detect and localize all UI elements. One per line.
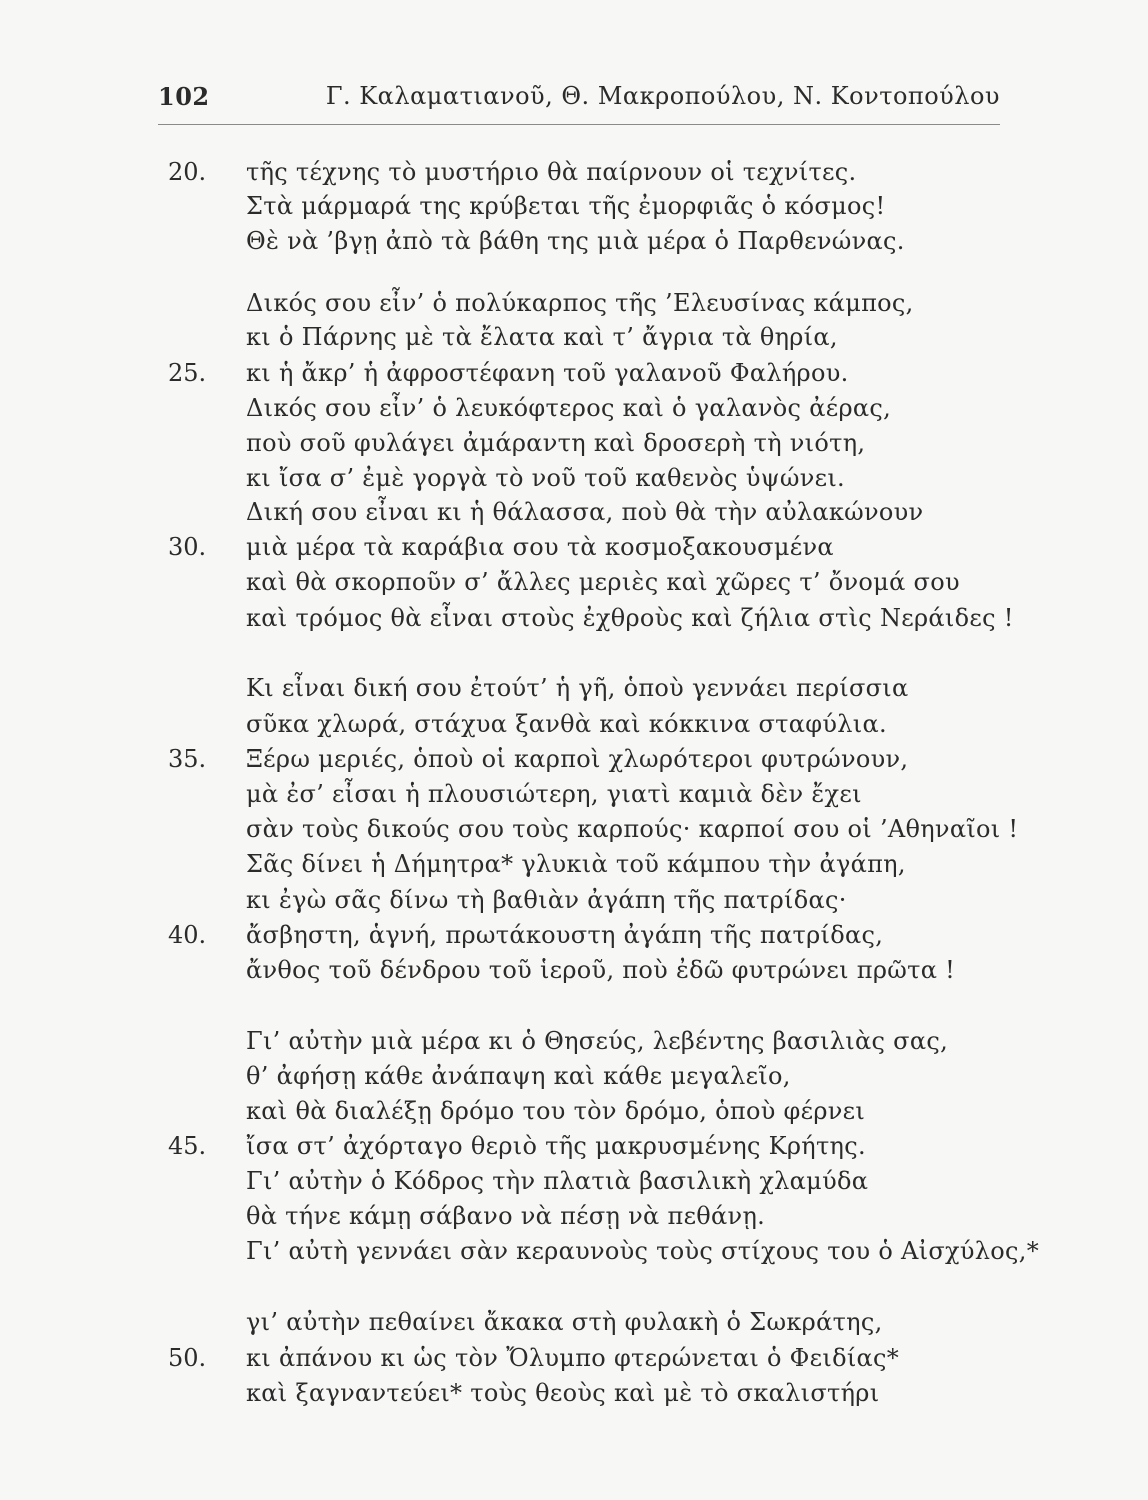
poem-line bbox=[0, 498, 1148, 534]
poem-line bbox=[0, 710, 1148, 746]
line-text: Στὰ μάρμαρά της κρύβεται τῆς ἐμορφιᾶς ὁ κόσμος! bbox=[246, 192, 886, 220]
line-number: 35. bbox=[168, 745, 207, 773]
line-number: 50. bbox=[168, 1344, 207, 1372]
poem-line bbox=[0, 780, 1148, 816]
line-text: καὶ θὰ σκορποῦν σ’ ἄλλες μεριὲς καὶ χῶρες τ’ ὄνομά σου bbox=[246, 568, 960, 596]
line-number: 45. bbox=[168, 1132, 207, 1160]
line-text: ἄσβηστη, ἁγνή, πρωτάκουστη ἀγάπη τῆς πατρίδας, bbox=[246, 921, 884, 949]
poem-line bbox=[0, 227, 1148, 263]
line-text: ἄνθος τοῦ δένδρου τοῦ ἱεροῦ, ποὺ ἐδῶ φυτρώνει πρῶτα ! bbox=[246, 956, 956, 984]
page-number: 102 bbox=[158, 82, 210, 111]
line-text: Ξέρω μεριές, ὁποὺ οἱ καρποὶ χλωρότεροι φυτρώνουν, bbox=[246, 745, 909, 773]
poem-line bbox=[0, 886, 1148, 922]
poem-line bbox=[0, 1062, 1148, 1098]
line-text: Δική σου εἶναι κι ἡ θάλασσα, ποὺ θὰ τὴν αὐλακώνουν bbox=[246, 498, 924, 526]
poem-line bbox=[0, 323, 1148, 359]
poem-line bbox=[0, 604, 1148, 640]
line-text: Γι’ αὐτὴν μιὰ μέρα κι ὁ Θησεύς, λεβέντης βασιλιὰς σας, bbox=[246, 1027, 948, 1055]
line-text: Δικός σου εἶν’ ὁ πολύκαρπος τῆς ’Ελευσίνας κάμπος, bbox=[246, 289, 914, 317]
poem-line bbox=[0, 1202, 1148, 1238]
line-text: γι’ αὐτὴν πεθαίνει ἄκακα στὴ φυλακὴ ὁ Σωκράτης, bbox=[246, 1308, 883, 1336]
line-number: 40. bbox=[168, 921, 207, 949]
line-text: καὶ τρόμος θὰ εἶναι στοὺς ἐχθροὺς καὶ ζήλια στὶς Νεράιδες ! bbox=[246, 604, 1014, 632]
line-text: κι ἐγὼ σᾶς δίνω τὴ βαθιὰν ἀγάπη τῆς πατρίδας· bbox=[246, 886, 847, 914]
line-text: καὶ θὰ διαλέξῃ δρόμο του τὸν δρόμο, ὁποὺ φέρνει bbox=[246, 1097, 866, 1125]
line-text: καὶ ξαγναντεύει* τοὺς θεοὺς καὶ μὲ τὸ σκαλιστήρι bbox=[246, 1379, 880, 1407]
line-number: 25. bbox=[168, 359, 207, 387]
poem-line bbox=[0, 1237, 1148, 1273]
line-text: μὰ ἐσ’ εἶσαι ἡ πλουσιώτερη, γιατὶ καμιὰ δὲν ἔχει bbox=[246, 780, 862, 808]
line-text: κι ἀπάνου κι ὡς τὸν Ὄλυμπο φτερώνεται ὁ Φειδίας* bbox=[246, 1344, 900, 1372]
poem-line bbox=[0, 429, 1148, 465]
poem-line bbox=[0, 1379, 1148, 1415]
line-text: ποὺ σοῦ φυλάγει ἀμάραντη καὶ δροσερὴ τὴ νιότη, bbox=[246, 429, 866, 457]
poem-line bbox=[0, 850, 1148, 886]
poem-line bbox=[0, 533, 1148, 569]
line-text: κι ἡ ἄκρ’ ἡ ἀφροστέφανη τοῦ γαλανοῦ Φαλήρου. bbox=[246, 359, 849, 387]
line-number: 20. bbox=[168, 158, 207, 186]
poem-line bbox=[0, 1167, 1148, 1203]
line-number: 30. bbox=[168, 533, 207, 561]
poem-line bbox=[0, 1097, 1148, 1133]
line-text: ἴσα στ’ ἀχόρταγο θεριὸ τῆς μακρυσμένης Κρήτης. bbox=[246, 1132, 866, 1160]
line-text: Δικός σου εἶν’ ὁ λευκόφτερος καὶ ὁ γαλανὸς ἀέρας, bbox=[246, 394, 892, 422]
line-text: Σᾶς δίνει ἡ Δήμητρα* γλυκιὰ τοῦ κάμπου τὴν ἀγάπη, bbox=[246, 850, 906, 878]
poem-line bbox=[0, 1027, 1148, 1063]
line-text: θὰ τήνε κάμῃ σάβανο νὰ πέσῃ νὰ πεθάνῃ. bbox=[246, 1202, 766, 1230]
poem-line bbox=[0, 192, 1148, 228]
running-head: Γ. Καλαματιανοῦ, Θ. Μακροπούλου, Ν. Κοντοπούλου bbox=[325, 82, 1000, 110]
line-text: σῦκα χλωρά, στάχυα ξανθὰ καὶ κόκκινα σταφύλια. bbox=[246, 710, 887, 738]
line-text: Κι εἶναι δική σου ἐτούτ’ ἡ γῆ, ὁποὺ γεννάει περίσσια bbox=[246, 674, 909, 702]
poem-line bbox=[0, 815, 1148, 851]
poem-line bbox=[0, 956, 1148, 992]
poem-line bbox=[0, 921, 1148, 957]
line-text: Γι’ αὐτὴ γεννάει σὰν κεραυνοὺς τοὺς στίχους του ὁ Αἰσχύλος,* bbox=[246, 1237, 1040, 1265]
poem-line bbox=[0, 568, 1148, 604]
line-text: Γι’ αὐτὴν ὁ Κόδρος τὴν πλατιὰ βασιλικὴ χλαμύδα bbox=[246, 1167, 869, 1195]
line-text: τῆς τέχνης τὸ μυστήριο θὰ παίρνουν οἱ τεχνίτες. bbox=[246, 158, 857, 186]
poem-line bbox=[0, 745, 1148, 781]
poem-line bbox=[0, 464, 1148, 500]
poem-line bbox=[0, 158, 1148, 194]
line-text: σὰν τοὺς δικούς σου τοὺς καρπούς· καρποί σου οἱ ’Αθηναῖοι ! bbox=[246, 815, 1019, 843]
poem-line bbox=[0, 359, 1148, 395]
line-text: θ’ ἀφήσῃ κάθε ἀνάπαψη καὶ κάθε μεγαλεῖο, bbox=[246, 1062, 791, 1090]
line-text: Θὲ νὰ ’βγῃ ἀπὸ τὰ βάθη της μιὰ μέρα ὁ Παρθενώνας. bbox=[246, 227, 905, 255]
line-text: μιὰ μέρα τὰ καράβια σου τὰ κοσμοξακουσμένα bbox=[246, 533, 834, 561]
poem-line bbox=[0, 394, 1148, 430]
poem-line bbox=[0, 1308, 1148, 1344]
line-text: κι ὁ Πάρνης μὲ τὰ ἔλατα καὶ τ’ ἄγρια τὰ θηρία, bbox=[246, 323, 838, 351]
line-text: κι ἴσα σ’ ἐμὲ γοργὰ τὸ νοῦ τοῦ καθενὸς ὑψώνει. bbox=[246, 464, 845, 492]
poem-line bbox=[0, 1344, 1148, 1380]
poem-line bbox=[0, 1132, 1148, 1168]
poem-line bbox=[0, 289, 1148, 325]
poem-line bbox=[0, 674, 1148, 710]
